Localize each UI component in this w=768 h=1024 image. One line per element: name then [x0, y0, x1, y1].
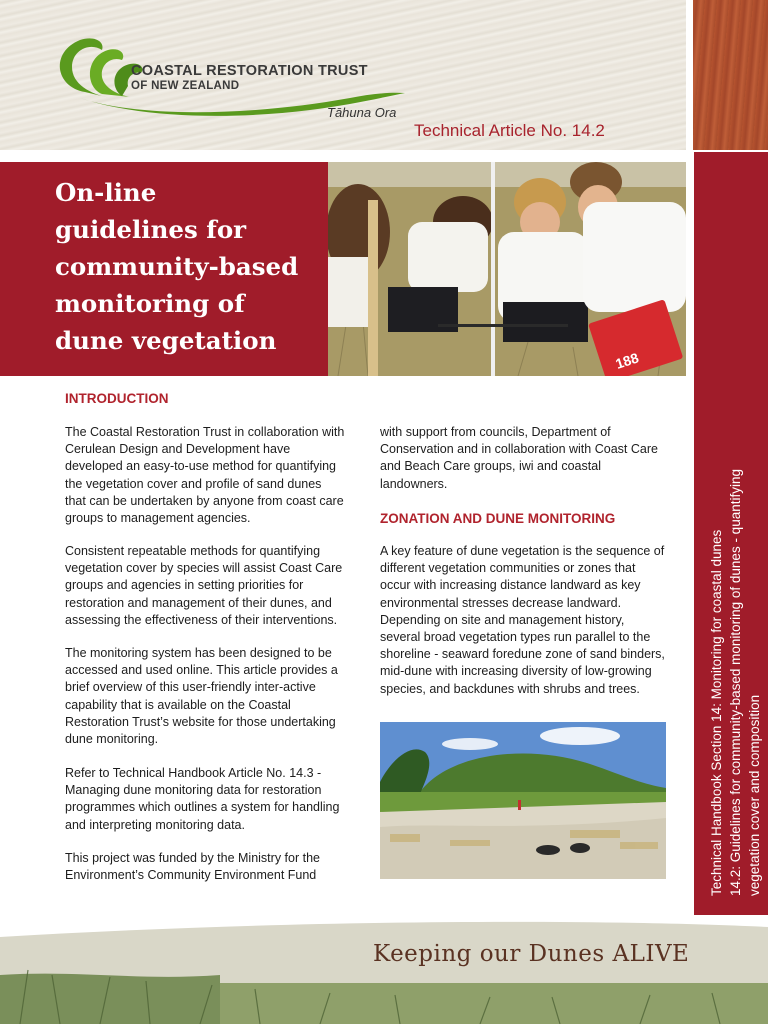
- sidebar-line: 14.2: Guidelines for community-based monitoring of dunes - quantifying: [728, 469, 743, 896]
- continued-paragraph: with support from councils, Department of Conservation and in collaboration with Coast Care and Beach Care groups, iwi and coastal landowners.: [380, 425, 658, 491]
- title-line: guidelines for: [55, 215, 247, 244]
- sidebar-line: vegetation cover and composition: [747, 694, 762, 896]
- sidebar-line: Technical Handbook Section 14: Monitoring for coastal dunes: [709, 529, 724, 896]
- zonation-paragraph: A key feature of dune vegetation is the sequence of different vegetation communities or zones that occur with increasing distance landward as key environmental stresses decrease landward. Depending on site and management history, several broad vegetation types run parallel to the shoreline - seaward foredune zone of sand binders, mid-dune with increasing diversity of low-growing species, and backdunes with shrubs and trees.: [380, 544, 665, 696]
- header-divider: [686, 0, 693, 150]
- intro-paragraph: This project was funded by the Ministry for the Environment’s Community Environment Fund: [65, 851, 320, 883]
- page-title: [55, 174, 323, 359]
- footer-banner: [0, 915, 768, 1024]
- section-heading-introduction: INTRODUCTION: [65, 391, 169, 406]
- intro-paragraph: The monitoring system has been designed to be accessed and used online. This article provides a brief overview of this user-friendly inter-active capability that is available on the Coastal Restoration Trust’s website for those undertaking dune monitoring.: [65, 646, 338, 747]
- intro-paragraph: Refer to Technical Handbook Article No. 14.3 - Managing dune monitoring data for restoration programmes which outlines a system for handling and interpreting monitoring data.: [65, 766, 340, 832]
- slogan: Keeping our Dunes ALIVE: [373, 941, 690, 967]
- title-line: dune vegetation: [55, 326, 277, 355]
- title-line: community-based: [55, 252, 299, 281]
- dune-landscape-photo: [380, 722, 666, 879]
- article-number: Technical Article No. 14.2: [414, 121, 605, 140]
- notebook-label: 188: [613, 349, 641, 372]
- title-line: monitoring of: [55, 289, 245, 318]
- title-line: On-line: [55, 178, 157, 207]
- rust-texture-strip: [693, 0, 768, 150]
- section-heading-zonation: ZONATION AND DUNE MONITORING: [380, 511, 616, 526]
- intro-paragraph: Consistent repeatable methods for quantifying vegetation cover by species will assist Coast Care groups and agencies in setting priorities for restoration and management of their dunes, and assessing the effectiveness of their interventions.: [65, 544, 343, 627]
- students-monitoring-photo: [328, 162, 686, 376]
- intro-paragraph: The Coastal Restoration Trust in collaboration with Cerulean Design and Development have developed an easy-to-use method for quantifying the vegetation cover and profile of sand dunes that can be undertaken by anyone from coast care groups to management agencies.: [65, 425, 345, 526]
- sidebar-text: [707, 196, 764, 896]
- maori-name: Tāhuna Ora: [327, 105, 397, 120]
- org-name: COASTAL RESTORATION TRUST: [131, 63, 368, 79]
- org-subtitle: OF NEW ZEALAND: [131, 80, 240, 92]
